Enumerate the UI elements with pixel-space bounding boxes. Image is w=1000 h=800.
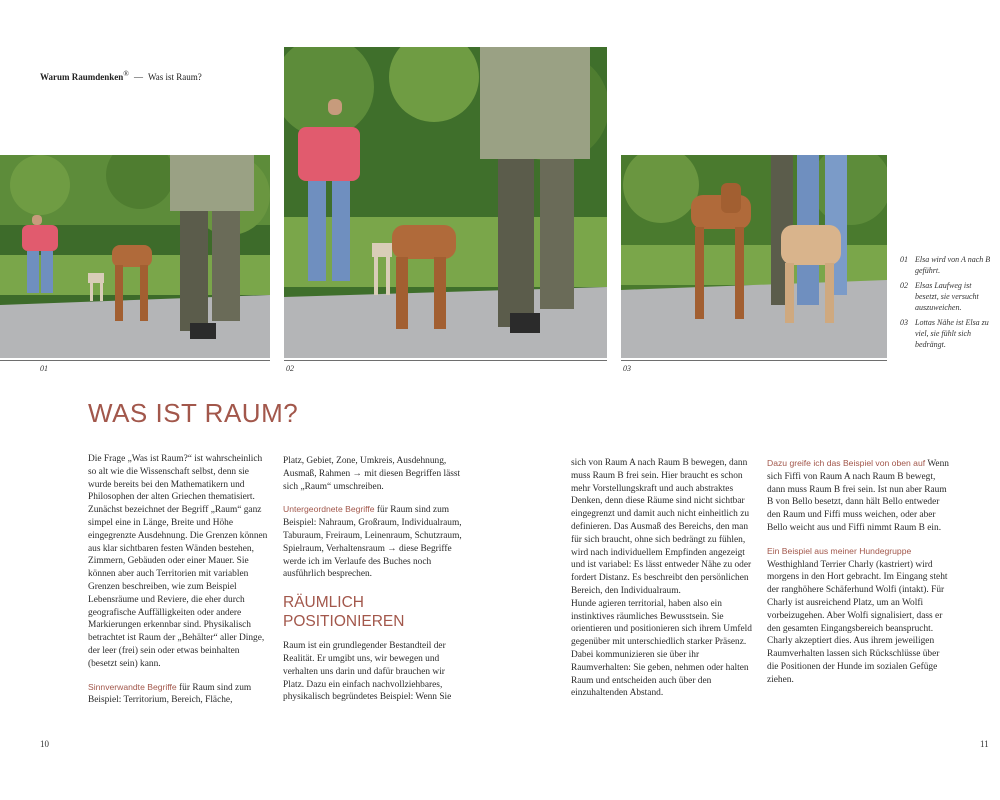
photo-03-number: 03 (623, 364, 631, 373)
caption-01 (900, 254, 996, 276)
subheading-line-2: POSITIONIEREN (283, 613, 405, 631)
photo-02-rule (284, 360, 607, 361)
paragraph (767, 457, 951, 535)
photo-01 (0, 155, 270, 358)
running-header (40, 69, 202, 82)
paragraph: Raum ist ein grundlegender Bestandteil der Realität. Er umgibt uns, wir bewegen und verhalten uns darin und dafür brauchen wir Platz. Dazu ein einfach nachvollziehbares, physikalisch begründetes Beispiel: Wenn Sie (283, 641, 452, 703)
paragraph: Die Frage „Was ist Raum?“ ist wahrscheinlich so alt wie die Wissenschaft selbst, denn sie wurde bereits bei den Mathematikern und Philosophen der alten Griechen thematisiert. Zunächst bezeichnet der Begriff „Raum“ ganz simpel eine in Länge, Breite und Höhe eingegrenzte Ausdehnung. Die Grenzen können aus klar sichtbaren festen Wänden bestehen, Zimmern, Gebäuden oder einer Mauer. Sie können aber auch Territorien mit variablen Grenzen beschreiben, wie zum Beispiel Lebensräume und Reviere, die eher durch geografische Auffälligkeiten oder andere Markierungen erkennbar sind. Physikalisch betrachtet ist Raum der „Behälter“ aller Dinge, der leer (frei) sein oder etwas beinhalten (besetzt sein) kann. (88, 454, 268, 669)
photo-03 (621, 155, 887, 358)
keyword-heading: Untergeordnete Begriffe (283, 504, 375, 515)
text-column-1 (88, 453, 270, 707)
caption-text: Elsas Laufweg ist besetzt, sie versucht auszuweichen. (915, 281, 979, 312)
text-column-4 (767, 457, 951, 687)
photo-captions (900, 254, 996, 354)
section-title: Was ist Raum? (147, 72, 202, 82)
subheading-line-1: RÄUMLICH (283, 594, 364, 612)
caption-02 (900, 280, 996, 313)
registered-mark: ® (123, 69, 129, 78)
paragraph-text: für Raum sind zum Beispiel: Territorium, Bereich, Fläche, (88, 682, 252, 706)
caption-03 (900, 317, 996, 350)
photo-02 (284, 47, 607, 358)
section-subheading (283, 593, 467, 631)
keyword-heading: Ein Beispiel aus meiner Hundegruppe (767, 545, 912, 556)
photo-01-rule (0, 360, 270, 361)
paragraph: sich von Raum A nach Raum B bewegen, dann muss Raum B frei sein. Hier braucht es schon mehr Vorstellungskraft und auch abstraktes Denken, denn diese Räume sind nicht sichtbar eingegrenzt und damit auch nicht einheitlich zu definieren. Das Ausmaß des Bereichs, den man für sich braucht, ohne sich bedrängt zu fühlen, wird nach individuellem Empfinden angezeigt und ist variabel: Es lässt entweder Nähe zu oder fordert Distanz. Es beschreibt den persönlichen Bereich, den Individualraum. (571, 458, 752, 596)
caption-number: 03 (900, 318, 908, 327)
chapter-title: WAS IST RAUM? (88, 398, 299, 428)
photo-01-number: 01 (40, 364, 48, 373)
page-number-left: 10 (40, 739, 49, 749)
keyword-heading: Sinnverwandte Begriffe (88, 681, 177, 692)
caption-number: 01 (900, 255, 908, 264)
caption-number: 02 (900, 281, 908, 290)
paragraph: Hunde agieren territorial, haben also ein instinktives räumliches Bewusstsein. Sie orientieren und positionieren sich ihrem Umfeld gegenüber mit unterschiedlich starker Präsenz. Dabei kommunizieren sie über ihr Raumverhalten: Sie geben, nehmen oder halten Raum und entscheiden auch über den einzuhaltenden Abstand. (571, 598, 752, 699)
text-column-3 (571, 457, 753, 700)
paragraph (283, 503, 467, 581)
photo-03-rule (621, 360, 887, 361)
paragraph-text: Westhighland Terrier Charly (kastriert) wird morgens in den Hort gebracht. Im Eingang steht der ranghöhere Schäferhund Wolfi (intakt). Für Charly ist ausreichend Platz, um an Wolfi vorbeizugehen. Aber Wolfi signalisiert, dass er den gesamten Eingangsbereich beansprucht. Charly akzeptiert dies. Aus ihrem jeweiligen Raumverhalten lassen sich Rückschlüsse über die Positionen der Hunde im sozialen Gefüge ziehen. (767, 559, 948, 685)
keyword-heading: Dazu greife ich das Beispiel von oben auf (767, 458, 926, 468)
text-column-2 (283, 455, 467, 704)
header-dash: — (133, 72, 143, 82)
caption-text: Elsa wird von A nach B geführt. (915, 255, 991, 275)
paragraph (767, 545, 951, 687)
paragraph-text: für Raum sind zum Beispiel: Nahraum, Großraum, Individualraum, Taburaum, Freiraum, Leinenraum, Schutzraum, Spielraum, Verhaltensraum → diese Begriffe werde ich im Verlaufe des Buches noch ausführlich besprechen. (283, 505, 462, 580)
paragraph: Platz, Gebiet, Zone, Umkreis, Ausdehnung, Ausmaß, Rahmen → mit diesen Begriffen lässt sich „Raum“ umschreiben. (283, 456, 461, 492)
book-title: Warum Raumdenken (40, 72, 124, 82)
caption-text: Lottas Nähe ist Elsa zu viel, sie fühlt sich bedrängt. (915, 318, 989, 349)
paragraph (88, 681, 270, 708)
page-number-right: 11 (980, 739, 989, 749)
paragraph-text: Wenn sich Fiffi von Raum A nach Raum B bewegt, dann muss Raum B frei sein. Ist nun aber Raum B von Bello besetzt, dann hält Bello entweder den Raum und Fiffi muss weichen, oder aber Bello weicht aus und Fiffi nimmt Raum B ein. (767, 459, 949, 533)
photo-02-number: 02 (286, 364, 294, 373)
